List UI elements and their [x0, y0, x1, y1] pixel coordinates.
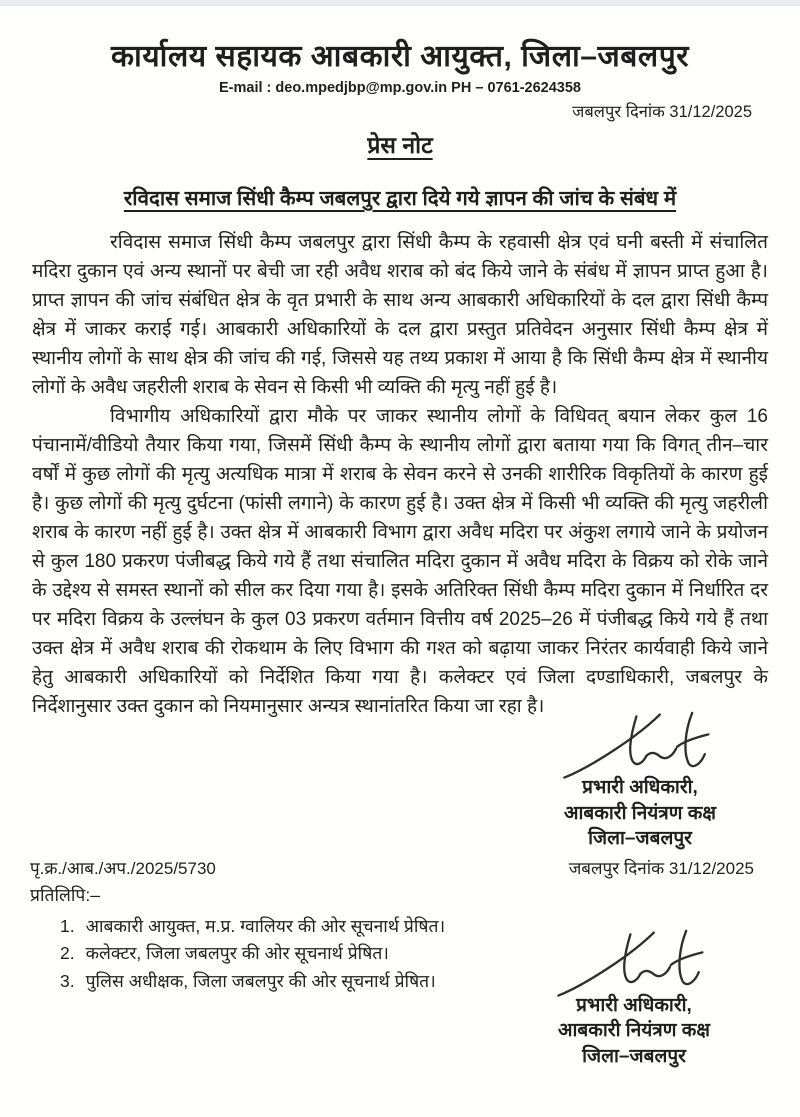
signature-block-2	[514, 929, 754, 1070]
office-title: कार्यालय सहायक आबकारी आयुक्त, जिला–जबलपुर	[110, 40, 690, 73]
list-item	[60, 913, 514, 941]
footer-bottom-row	[30, 913, 754, 1070]
list-item	[60, 968, 514, 996]
signature-icon	[550, 711, 730, 783]
contact-line: E-mail : deo.mpedjbp@mp.gov.in PH – 0761-2624358	[219, 80, 581, 96]
list-item-number: 2.	[60, 943, 75, 963]
subject-text: रविदास समाज सिंधी कैम्प जबलपुर द्वारा दिये गये ज्ञापन की जांच के संबंध में	[123, 187, 677, 210]
signatory-office: आबकारी नियंत्रण कक्ष	[564, 802, 716, 824]
list-item-text: कलेक्टर, जिला जबलपुर की ओर सूचनार्थ प्रेषित।	[85, 943, 389, 963]
signature-icon	[544, 929, 724, 1001]
signatory-office: आबकारी नियंत्रण कक्ष	[558, 1020, 710, 1041]
list-item-number: 1.	[60, 915, 75, 936]
list-item-text: पुलिस अधीक्षक, जिला जबलपुर की ओर सूचनार्थ प्रेषित।	[85, 970, 436, 991]
signatory-designation: प्रभारी अधिकारी,	[576, 994, 692, 1016]
letter-body	[32, 228, 768, 721]
scan-top-band	[0, 0, 800, 6]
footer-dateline: जबलपुर दिनांक 31/12/2025	[568, 858, 754, 878]
paragraph-1: रविदास समाज सिंधी कैम्प जबलपुर द्वारा सिंधी कैम्प के रहवासी क्षेत्र एवं घनी बस्ती में संचालित मदिरा दुकान एवं अन्य स्थानों पर बेची जा रही अवैध शराब को बंद किये जाने के संबंध में ज्ञापन प्राप्त हुआ है। प्राप्त ज्ञापन की जांच संबंधित क्षेत्र के वृत प्रभारी के साथ अन्य आबकारी अधिकारियों के दल द्वारा सिंधी कैम्प क्षेत्र में जाकर कराई गई। आबकारी अधिकारियों के दल द्वारा प्रस्तुत प्रतिवेदन अनुसार सिंधी कैम्प क्षेत्र में स्थानीय लोगों के साथ क्षेत्र की जांच की गई, जिससे यह तथ्य प्रकाश में आया है कि सिंधी कैम्प क्षेत्र में स्थानीय लोगों के अवैध जहरीली शराब के सेवन से किसी भी व्यक्ति की मृत्यु नहीं हुई है।	[32, 232, 768, 398]
copy-label: प्रतिलिपि:–	[30, 884, 100, 905]
signature-block-1	[520, 711, 760, 852]
subject-heading	[0, 184, 800, 212]
signatory-district: जिला–जबलपुर	[582, 1045, 686, 1067]
header-dateline: जबलपुर दिनांक 31/12/2025	[572, 103, 752, 121]
copy-list	[30, 913, 514, 1070]
signatory-designation: प्रभारी अधिकारी,	[582, 777, 698, 798]
paragraph-2: विभागीय अधिकारियों द्वारा मौके पर जाकर स्थानीय लोगों के विधिवत् बयान लेकर कुल 16 पंचानामें/वीडियो तैयार किया गया, जिसमें सिंधी कैम्प के स्थानीय लोगों द्वारा बताया गया कि विगत् तीन–चार वर्षों में कुछ लोगों की मृत्यु अत्यधिक मात्रा में शराब के सेवन करने से उनकी शारीरिक विकृतियों के कारण हुई है। कुछ लोगों की मृत्यु दुर्घटना (फांसी लगाने) के कारण हुई है। उक्त क्षेत्र में किसी भी व्यक्ति की मृत्यु जहरीली शराब के कारण नहीं हुई है। उक्त क्षेत्र में आबकारी विभाग द्वारा अवैध मदिरा पर अंकुश लगाये जाने के प्रयोजन से कुल 180 प्रकरण पंजीबद्ध किये गये हैं तथा संचालित मदिरा दुकान में अवैध मदिरा के विक्रय को रोके जाने के उद्देश्य से समस्त स्थानों को सील कर दिया गया है। इसके अतिरिक्त सिंधी कैम्प मदिरा दुकान में निर्धारित दर पर मदिरा विक्रय के उल्लंघन के कुल 03 प्रकरण वर्तमान वित्तीय वर्ष 2025–26 में पंजीबद्ध किये गये हैं तथा उक्त क्षेत्र में अवैध शराब की रोकथाम के लिए विभाग की गश्त को बढ़ाया जाकर निरंतर कार्यवाही किये जाने हेतु आबकारी अधिकारियों को निर्देशित किया गया है। कलेक्टर एवं जिला दण्डाधिकारी, जबलपुर के निर्देशानुसार उक्त दुकान को नियमानुसार अन्यत्र स्थानांतरित किया जा रहा है।	[32, 406, 768, 717]
list-item-text: आबकारी आयुक्त, म.प्र. ग्वालियर की ओर सूचनार्थ प्रेषित।	[85, 915, 446, 936]
reference-row	[30, 856, 754, 879]
reference-number: पृ.क्र./आब./अप./2025/5730	[30, 858, 216, 878]
doc-type-heading	[0, 128, 800, 160]
list-item-number: 3.	[60, 970, 75, 991]
list-item	[60, 940, 514, 968]
signatory-district: जिला–जबलपुर	[588, 828, 692, 849]
doc-type-text: प्रेस नोट	[367, 132, 433, 158]
